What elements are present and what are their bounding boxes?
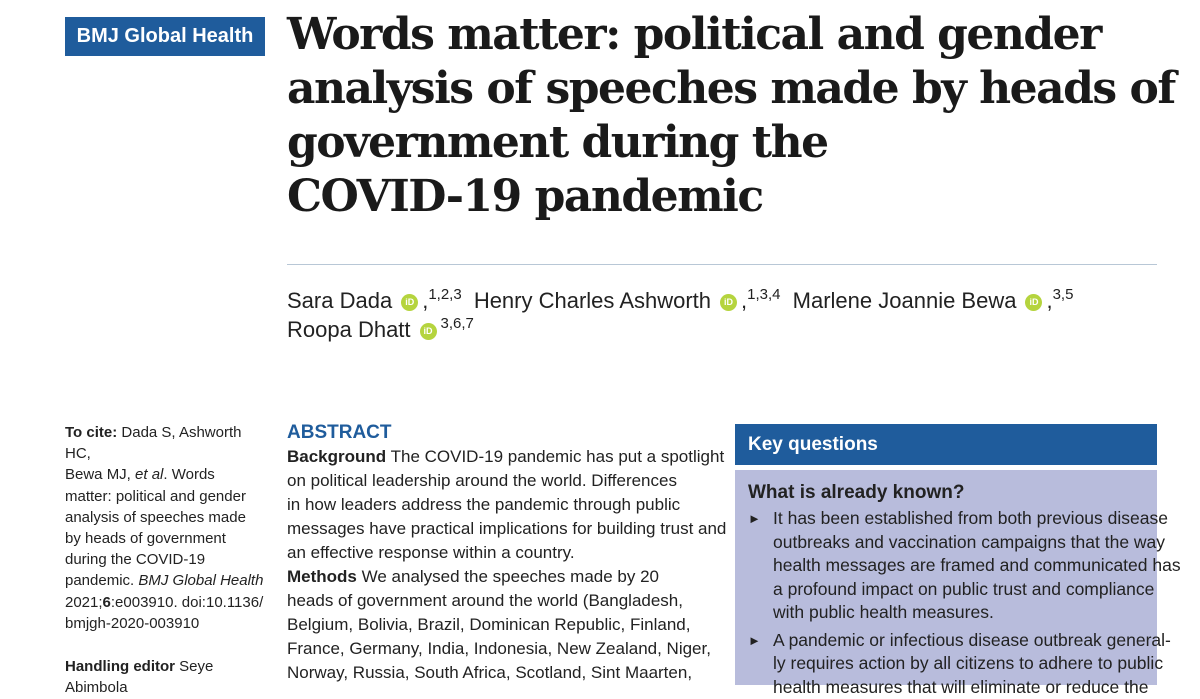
key-question-line: a profound impact on public trust and compliance	[773, 578, 1181, 602]
key-question-line: health measures that will eliminate or reduce the	[773, 676, 1171, 699]
title-divider	[287, 264, 1157, 265]
author-affiliations: 1,2,3	[428, 286, 461, 303]
title-line: COVID-19 pandemic	[287, 170, 1167, 224]
handling-editor	[65, 656, 265, 698]
article-title	[287, 8, 1167, 224]
author-line	[287, 286, 1167, 315]
citation-block	[65, 422, 265, 634]
title-line: government during the	[287, 116, 1167, 170]
methods-label: Methods	[287, 567, 357, 586]
author-separator: ,	[422, 288, 428, 313]
abstract-text: The COVID-19 pandemic has put a spotlight	[386, 447, 724, 466]
author-separator: ,	[1046, 288, 1052, 313]
abstract-line: heads of government around the world (Bangladesh,	[287, 589, 722, 613]
key-question-item	[748, 507, 1144, 625]
author-list	[287, 286, 1167, 344]
author-affiliations: 3,5	[1053, 286, 1074, 303]
author-affiliations: 3,6,7	[441, 315, 474, 332]
abstract-line: on political leadership around the world. Differences	[287, 469, 722, 493]
triangle-bullet-icon: ►	[748, 507, 773, 531]
key-question-line: health messages are framed and communicated has	[773, 554, 1181, 578]
author-separator: ,	[741, 288, 747, 313]
citation-text: during the COVID-19	[65, 551, 205, 568]
citation-label: To cite:	[65, 424, 117, 441]
key-questions-subheading: What is already known?	[748, 481, 1144, 505]
journal-badge: BMJ Global Health	[65, 17, 265, 56]
abstract-background	[287, 445, 722, 565]
key-question-line: A pandemic or infectious disease outbreak general-	[773, 629, 1171, 653]
abstract-line: in how leaders address the pandemic through public	[287, 493, 722, 517]
author-line	[287, 315, 1167, 344]
author-name[interactable]: Sara Dada	[287, 288, 392, 313]
key-question-item	[748, 629, 1144, 699]
orcid-icon[interactable]: iD	[720, 294, 737, 311]
key-questions-header: Key questions	[735, 424, 1157, 465]
background-label: Background	[287, 447, 386, 466]
citation-volume: 6	[103, 594, 111, 611]
citation-etal: et al	[135, 466, 163, 483]
citation-text: Bewa MJ,	[65, 466, 135, 483]
title-line: analysis of speeches made by heads of	[287, 62, 1167, 116]
author-name[interactable]: Roopa Dhatt	[287, 317, 411, 342]
abstract-heading: ABSTRACT	[287, 421, 722, 445]
abstract-line	[287, 445, 722, 469]
key-questions-box	[735, 470, 1157, 685]
key-question-line: It has been established from both previous disease	[773, 507, 1181, 531]
key-question-text	[773, 507, 1181, 625]
triangle-bullet-icon: ►	[748, 629, 773, 653]
citation-text: analysis of speeches made	[65, 509, 246, 526]
author-name[interactable]: Marlene Joannie Bewa	[793, 288, 1017, 313]
orcid-icon[interactable]: iD	[401, 294, 418, 311]
orcid-icon[interactable]: iD	[1025, 294, 1042, 311]
key-question-line: ly requires action by all citizens to adhere to public	[773, 652, 1171, 676]
citation-text: matter: political and gender	[65, 488, 246, 505]
key-question-line: outbreaks and vaccination campaigns that the way	[773, 531, 1181, 555]
author-affiliations: 1,3,4	[747, 286, 780, 303]
author-name[interactable]: Henry Charles Ashworth	[474, 288, 711, 313]
abstract-methods	[287, 565, 722, 685]
citation-sidebar	[65, 422, 265, 698]
citation-text: by heads of government	[65, 530, 226, 547]
abstract-text: We analysed the speeches made by 20	[357, 567, 659, 586]
abstract-line: messages have practical implications for building trust and	[287, 517, 722, 541]
abstract-line	[287, 565, 722, 589]
abstract-line: Belgium, Bolivia, Brazil, Dominican Republic, Finland,	[287, 613, 722, 637]
title-line: Words matter: political and gender	[287, 8, 1167, 62]
key-question-text	[773, 629, 1171, 699]
handling-editor-label: Handling editor	[65, 658, 175, 675]
citation-text: Dada S, Ashworth HC,	[65, 424, 241, 462]
abstract-line: an effective response within a country.	[287, 541, 722, 565]
abstract-line: France, Germany, India, Indonesia, New Zealand, Niger,	[287, 637, 722, 661]
citation-text: . Words	[163, 466, 214, 483]
orcid-icon[interactable]: iD	[420, 323, 437, 340]
citation-doi[interactable]: bmjgh-2020-003910	[65, 615, 199, 632]
citation-text: pandemic.	[65, 572, 138, 589]
citation-journal: BMJ Global Health	[138, 572, 263, 589]
citation-doi[interactable]: :e003910. doi:10.1136/	[111, 594, 263, 611]
abstract-line: Norway, Russia, South Africa, Scotland, Sint Maarten,	[287, 661, 722, 685]
citation-year: 2021;	[65, 594, 103, 611]
handling-editor-name: Seye Abimbola	[65, 658, 213, 696]
abstract-section	[287, 421, 722, 685]
key-question-line: with public health measures.	[773, 601, 1181, 625]
